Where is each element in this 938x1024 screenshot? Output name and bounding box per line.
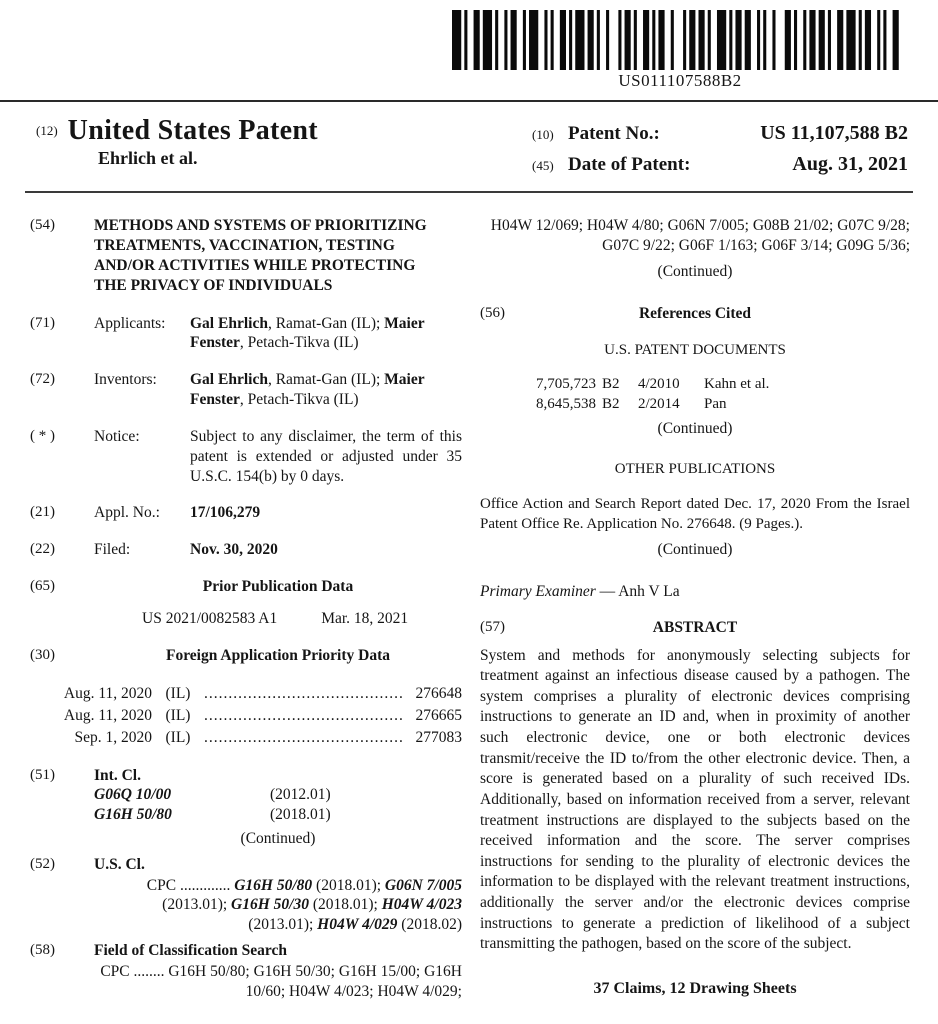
priority-row: [30, 727, 462, 749]
reference-name: Pan: [704, 396, 727, 413]
section-21-num: (21): [30, 504, 55, 521]
patent-date-code: (45): [532, 158, 554, 173]
priority-number: 276648: [415, 684, 462, 702]
notice-label: Notice:: [94, 427, 140, 445]
references-table: [522, 374, 910, 415]
filed-label: Filed:: [94, 541, 131, 559]
section-30-num: (30): [30, 646, 55, 663]
priority-date: Aug. 11, 2020: [63, 684, 152, 702]
reference-row: [522, 394, 910, 414]
reference-row: [522, 374, 910, 394]
patent-date-value: Aug. 31, 2021: [792, 153, 908, 175]
priority-date: Aug. 11, 2020: [63, 706, 152, 724]
section-72-inventors: [30, 370, 462, 410]
primary-examiner-label: Primary Examiner: [480, 582, 596, 600]
foreign-priority-heading: Foreign Application Priority Data: [165, 646, 391, 664]
appl-no-value: 17/106,279: [190, 504, 261, 522]
filed-value: Nov. 30, 2020: [190, 541, 278, 559]
section-52-num: (52): [30, 855, 55, 872]
inventors-names: Gal Ehrlich, Ramat-Gan (IL); Maier Fenster, Petach-Tikva (IL): [190, 371, 425, 409]
header-authors: Ehrlich et al.: [98, 148, 198, 169]
left-column: [30, 216, 462, 1002]
right-column: [480, 216, 910, 1002]
section-71-num: (71): [30, 314, 55, 331]
primary-examiner-name: — Anh V La: [599, 582, 680, 600]
header-left: [36, 116, 318, 169]
inventors-label: Inventors:: [94, 371, 157, 389]
dot-leader: [204, 683, 404, 705]
us-patent-documents-heading: U.S. PATENT DOCUMENTS: [604, 341, 786, 358]
priority-country: (IL): [165, 728, 191, 746]
patent-number-value: US 11,107,588 B2: [760, 122, 908, 144]
prior-publication-date: Mar. 18, 2021: [321, 609, 409, 627]
reference-date: 4/2010: [638, 376, 680, 393]
priority-row: [30, 705, 462, 727]
barcode-image: [452, 10, 908, 70]
other-publications-heading: OTHER PUBLICATIONS: [614, 461, 776, 478]
section-52-us-cl: [30, 855, 462, 935]
section-65-num: (65): [30, 578, 55, 595]
int-cl-code: G16H 50/80: [94, 806, 172, 824]
reference-date: 2/2014: [638, 396, 680, 413]
patent-number-label: Patent No.:: [568, 123, 660, 144]
section-51-num: (51): [30, 766, 55, 783]
section-51-int-cl: [30, 766, 462, 849]
applicants-label: Applicants:: [94, 314, 166, 332]
references-continued: (Continued): [657, 419, 733, 437]
int-cl-entry: [94, 805, 462, 825]
section-58-field-search: [30, 941, 462, 1001]
section-21-appl-no: [30, 503, 462, 523]
section-54-num: (54): [30, 217, 55, 233]
priority-date: Sep. 1, 2020: [74, 728, 152, 746]
other-publications-continued: (Continued): [657, 541, 733, 559]
int-cl-version: (2018.01): [270, 806, 331, 824]
primary-examiner-line: [480, 582, 910, 602]
section-57-num: (57): [480, 618, 505, 635]
section-54-title: [30, 216, 462, 297]
page-title: United States Patent: [67, 115, 318, 146]
abstract-heading: ABSTRACT: [652, 618, 738, 636]
prior-publication-heading: Prior Publication Data: [202, 578, 354, 596]
int-cl-entry: [94, 785, 462, 805]
dot-leader: [204, 727, 404, 749]
reference-number: 7,705,723: [536, 376, 596, 393]
field-search-cpc: CPC ........ G16H 50/80; G16H 50/30; G16H 15/00; G16H 10/60; H04W 4/023; H04W 4/029;: [100, 962, 462, 1000]
applicants-names: Gal Ehrlich, Ramat-Gan (IL); Maier Fenster, Petach-Tikva (IL): [190, 314, 425, 352]
priority-number: 276665: [415, 706, 462, 724]
prior-publication-number: US 2021/0082583 A1: [142, 609, 278, 627]
top-rule: [0, 100, 938, 102]
reference-number: 8,645,538: [536, 396, 596, 413]
section-22-num: (22): [30, 541, 55, 558]
priority-country: (IL): [165, 706, 191, 724]
us-cl-cpc: CPC ............. G16H 50/80 (2018.01); G06N 7/005 (2013.01); G16H 50/30 (2018.01); H04W 4/023 (2013.01); H04W 4/029 (2018.02): [146, 876, 462, 934]
section-56-num: (56): [480, 305, 505, 322]
claims-footer: 37 Claims, 12 Drawing Sheets: [593, 979, 797, 997]
reference-kind: B2: [602, 376, 620, 393]
field-search-cpc-continuation: H04W 12/069; H04W 4/80; G06N 7/005; G08B 21/02; G07C 9/28; G07C 9/22; G06F 1/163; G06F 3/14; G09G 5/36;: [490, 217, 910, 255]
section-71-applicants: [30, 314, 462, 354]
field-search-continued: (Continued): [657, 263, 733, 281]
int-cl-heading: Int. Cl.: [94, 766, 141, 784]
invention-title: METHODS AND SYSTEMS OF PRIORITIZING TREATMENTS, VACCINATION, TESTING AND/OR ACTIVITIES WHILE PROTECTING THE PRIVACY OF INDIVIDUALS: [94, 217, 427, 295]
section-22-filed: [30, 540, 462, 560]
patent-date-row: [532, 153, 908, 176]
priority-country: (IL): [165, 684, 191, 702]
patent-number-code: (10): [532, 127, 554, 142]
field-search-heading: Field of Classification Search: [94, 942, 288, 960]
references-heading: References Cited: [638, 305, 752, 323]
section-56-references: [480, 304, 910, 324]
int-cl-version: (2012.01): [270, 786, 331, 804]
header-rule: [25, 191, 913, 193]
reference-name: Kahn et al.: [704, 376, 770, 393]
priority-number: 277083: [415, 728, 462, 746]
int-cl-continued: (Continued): [240, 829, 316, 847]
notice-num: ( * ): [30, 427, 55, 444]
section-72-num: (72): [30, 371, 55, 388]
barcode-text: US011107588B2: [618, 71, 742, 90]
kind-code-num: (12): [36, 122, 58, 138]
patent-date-label: Date of Patent:: [568, 154, 691, 175]
appl-no-label: Appl. No.:: [94, 504, 160, 522]
section-58-num: (58): [30, 942, 55, 959]
patent-number-row: [532, 122, 908, 145]
priority-row: [30, 683, 462, 705]
abstract-text: System and methods for anonymously selecting subjects for treatment against an infectious disease caused by a pathogen. The system comprises a plurality of electronic devices comprising instructions to generate an ID and, when in proximity of another such electronic device, one or both electronic devices transmit/receive the ID to/from the other electronic device. Then, a score is generated based on a plurality of such received IDs. Additionally, based on information received from a server, relevant treatment instructions are displayed to the subjects based on the received information and the score. The server comprises instructions for sending to the plurality of electronic devices the information to be displayed with the relevant treatment instructions, additionally the server and/or the electronic devices comprise instructions to generate a prediction of likelihood of a subject transmitting the pathogen, based on the score of the subject.: [480, 646, 910, 953]
section-65-prior-publication: [30, 577, 462, 629]
header-right: [532, 122, 908, 184]
section-notice: [30, 427, 462, 486]
us-cl-heading: U.S. Cl.: [94, 855, 145, 873]
other-publications-text: Office Action and Search Report dated Dec. 17, 2020 From the Israel Patent Office Re. Application No. 276648. (9 Pages.).: [480, 495, 910, 532]
barcode: [452, 10, 908, 91]
section-57-abstract: [480, 618, 910, 638]
dot-leader: [204, 705, 404, 727]
notice-text: Subject to any disclaimer, the term of this patent is extended or adjusted under 35 U.S.C. 154(b) by 0 days.: [190, 427, 462, 485]
section-30-foreign-priority: [30, 646, 462, 666]
reference-kind: B2: [602, 396, 620, 413]
foreign-priority-table: [30, 683, 462, 749]
int-cl-code: G06Q 10/00: [94, 786, 172, 804]
